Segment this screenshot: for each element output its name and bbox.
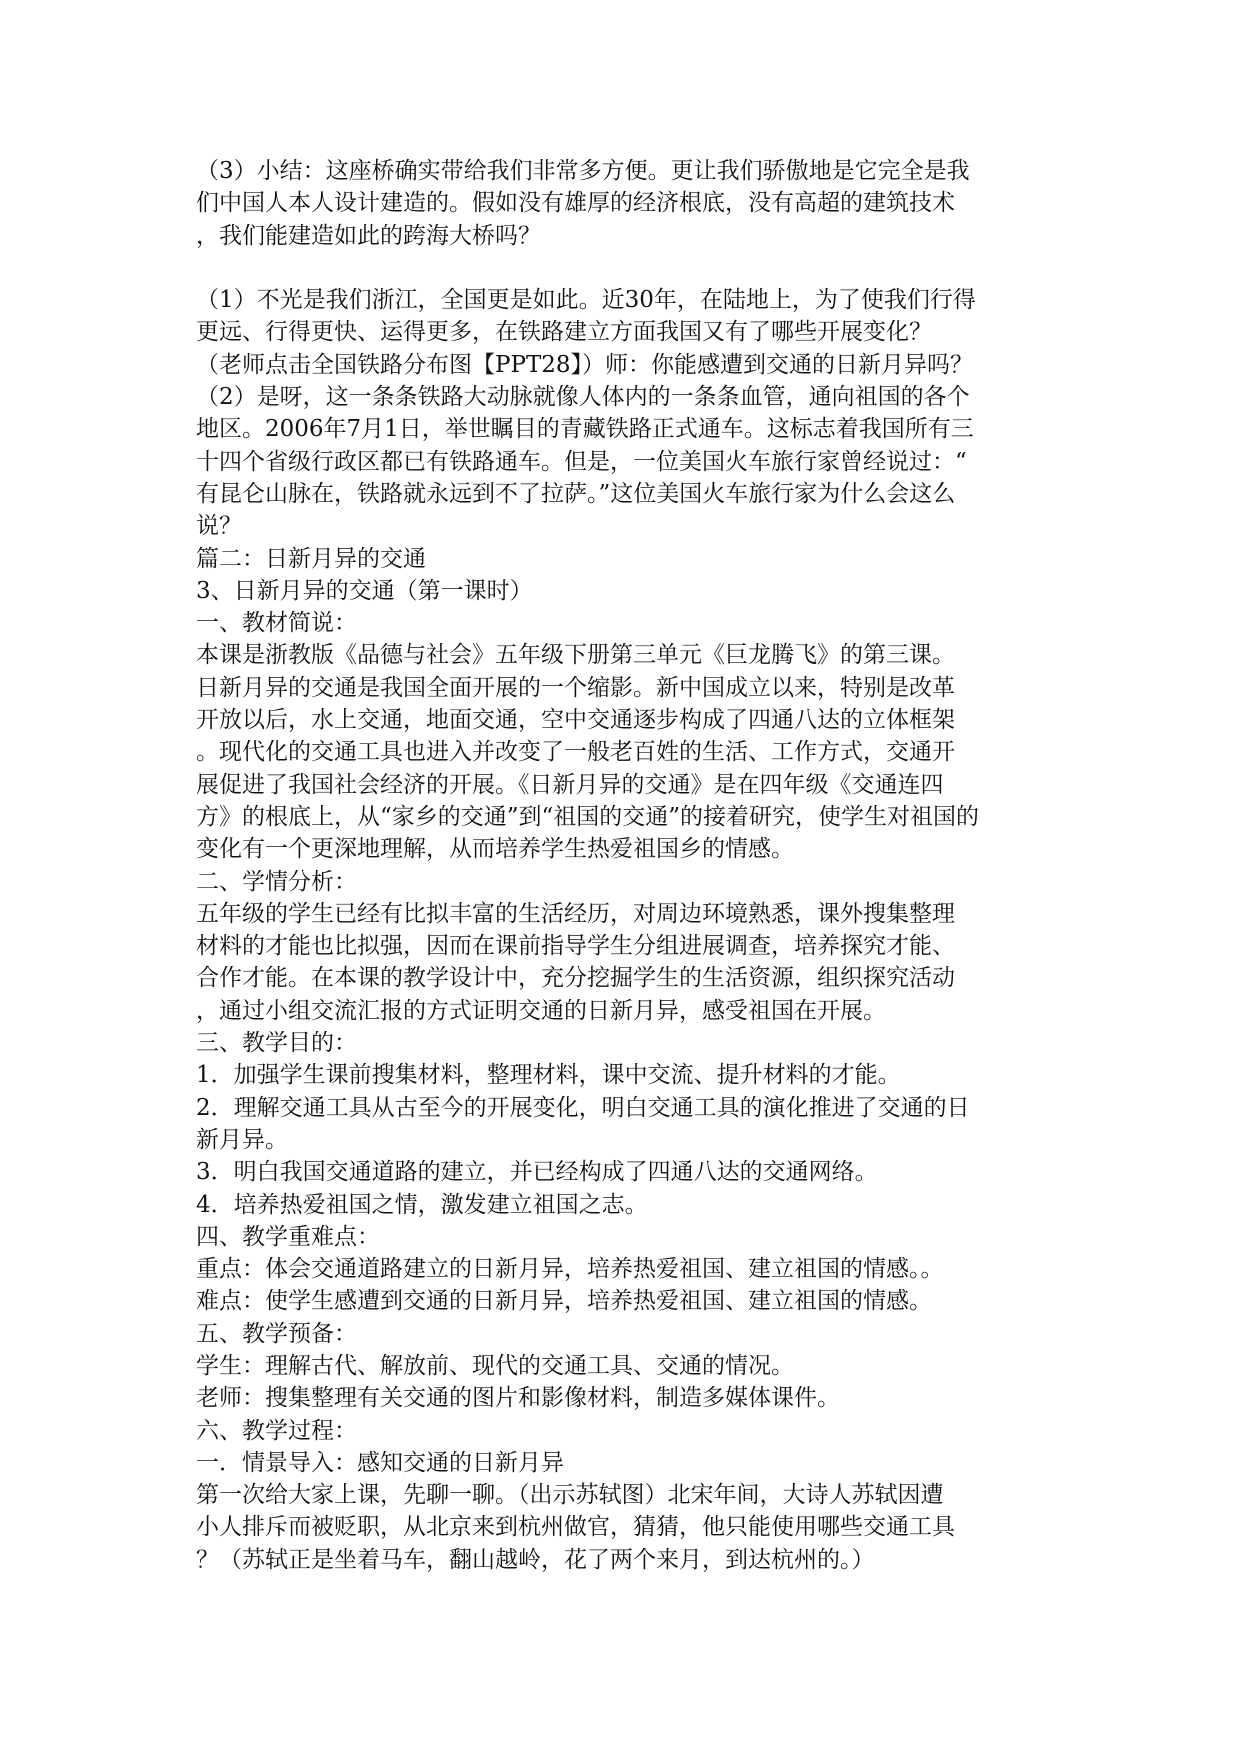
list-item: 4．培养热爱祖国之情，激发建立祖国之志。 <box>196 1191 648 1218</box>
text-line: 有昆仑山脉在，铁路就永远到不了拉萨。”这位美国火车旅行家为什么会这么 <box>196 480 956 507</box>
text-line: 开放以后，水上交通，地面交通，空中交通逐步构成了四通八达的立体框架 <box>196 707 955 734</box>
text-line: （老师点击全国铁路分布图【PPT28】）师：你能感遭到交通的日新月异吗？ <box>196 351 974 378</box>
paragraph-gap <box>196 252 1076 284</box>
text-line: 。现代化的交通工具也进入并改变了一般老百姓的生活、工作方式，交通开 <box>196 739 955 766</box>
text-line: 本课是浙教版《品德与社会》五年级下册第三单元《巨龙腾飞》的第三课。 <box>196 642 955 669</box>
text-line: ，我们能建造如此的跨海大桥吗？ <box>196 222 541 249</box>
text-line: 们中国人本人设计建造的。假如没有雄厚的经济根底，没有高超的建筑技术 <box>196 190 955 217</box>
section-heading: 五、教学预备： <box>196 1320 357 1347</box>
text-line: （1）不光是我们浙江，全国更是如此。近30年，在陆地上，为了使我们行得 <box>196 287 976 314</box>
list-item: 1．加强学生课前搜集材料，整理材料，课中交流、提升材料的才能。 <box>196 1062 901 1089</box>
lesson-title: 3、日新月异的交通（第一课时） <box>196 577 533 604</box>
text-line: 学生：理解古代、解放前、现代的交通工具、交通的情况。 <box>196 1352 794 1379</box>
section-title: 篇二：日新月异的交通 <box>196 545 426 572</box>
text-line: 材料的才能也比拟强，因而在课前指导学生分组进展调查，培养探究才能、 <box>196 933 955 960</box>
text-line: 日新月异的交通是我国全面开展的一个缩影。新中国成立以来，特别是改革 <box>196 674 955 701</box>
text-line: 新月异。 <box>196 1126 288 1153</box>
text-line: 方》的根底上，从“家乡的交通”到“祖国的交通”的接着研究，使学生对祖国的 <box>196 803 980 830</box>
text-line: ？（苏轼正是坐着马车，翻山越岭，花了两个来月，到达杭州的。） <box>196 1546 875 1573</box>
text-line: （2）是呀，这一条条铁路大动脉就像人体内的一条条血管，通向祖国的各个 <box>196 384 970 411</box>
text-line: ，通过小组交流汇报的方式证明交通的日新月异，感受祖国在开展。 <box>196 997 886 1024</box>
section-heading: 一、教材简说： <box>196 610 357 637</box>
text-line: 合作才能。在本课的教学设计中，充分挖掘学生的生活资源，组织探究活动 <box>196 965 955 992</box>
text-line: （3）小结：这座桥确实带给我们非常多方便。更让我们骄傲地是它完全是我 <box>196 158 970 184</box>
section-heading: 四、教学重难点： <box>196 1223 380 1250</box>
section-heading: 二、学情分析： <box>196 868 357 895</box>
text-line: 展促进了我国社会经济的开展。《日新月异的交通》是在四年级《交通连四 <box>196 771 944 798</box>
text-line: 难点：使学生感遭到交通的日新月异，培养热爱祖国、建立祖国的情感。 <box>196 1288 932 1315</box>
text-line: 第一次给大家上课，先聊一聊。（出示苏轼图）北宋年间，大诗人苏轼因遭 <box>196 1482 944 1509</box>
text-line: 重点：体会交通道路建立的日新月异，培养热爱祖国、建立祖国的情感。。 <box>196 1256 944 1283</box>
sub-heading: 一．情景导入：感知交通的日新月异 <box>196 1449 564 1476</box>
text-line: 十四个省级行政区都已有铁路通车。但是，一位美国火车旅行家曾经说过：“ <box>196 448 967 475</box>
text-line: 地区。2006年7月1日，举世瞩目的青藏铁路正式通车。这标志着我国所有三 <box>196 416 974 443</box>
list-item: 3．明白我国交通道路的建立，并已经构成了四通八达的交通网络。 <box>196 1159 878 1186</box>
section-heading: 三、教学目的： <box>196 1030 357 1057</box>
text-line: 更远、行得更快、运得更多，在铁路建立方面我国又有了哪些开展变化？ <box>196 319 932 346</box>
text-line: 五年级的学生已经有比拟丰富的生活经历，对周边环境熟悉，课外搜集整理 <box>196 900 955 927</box>
text-line: 小人排斥而被贬职，从北京来到杭州做官，猜猜，他只能使用哪些交通工具 <box>196 1514 955 1541</box>
list-item: 2．理解交通工具从古至今的开展变化，明白交通工具的演化推进了交通的日 <box>196 1094 970 1121</box>
text-line: 老师：搜集整理有关交通的图片和影像材料，制造多媒体课件。 <box>196 1385 840 1412</box>
text-line: 变化有一个更深地理解，从而培养学生热爱祖国乡的情感。 <box>196 836 794 863</box>
document-body <box>196 155 1076 1576</box>
text-line: 说？ <box>196 513 242 540</box>
section-heading: 六、教学过程： <box>196 1417 357 1444</box>
